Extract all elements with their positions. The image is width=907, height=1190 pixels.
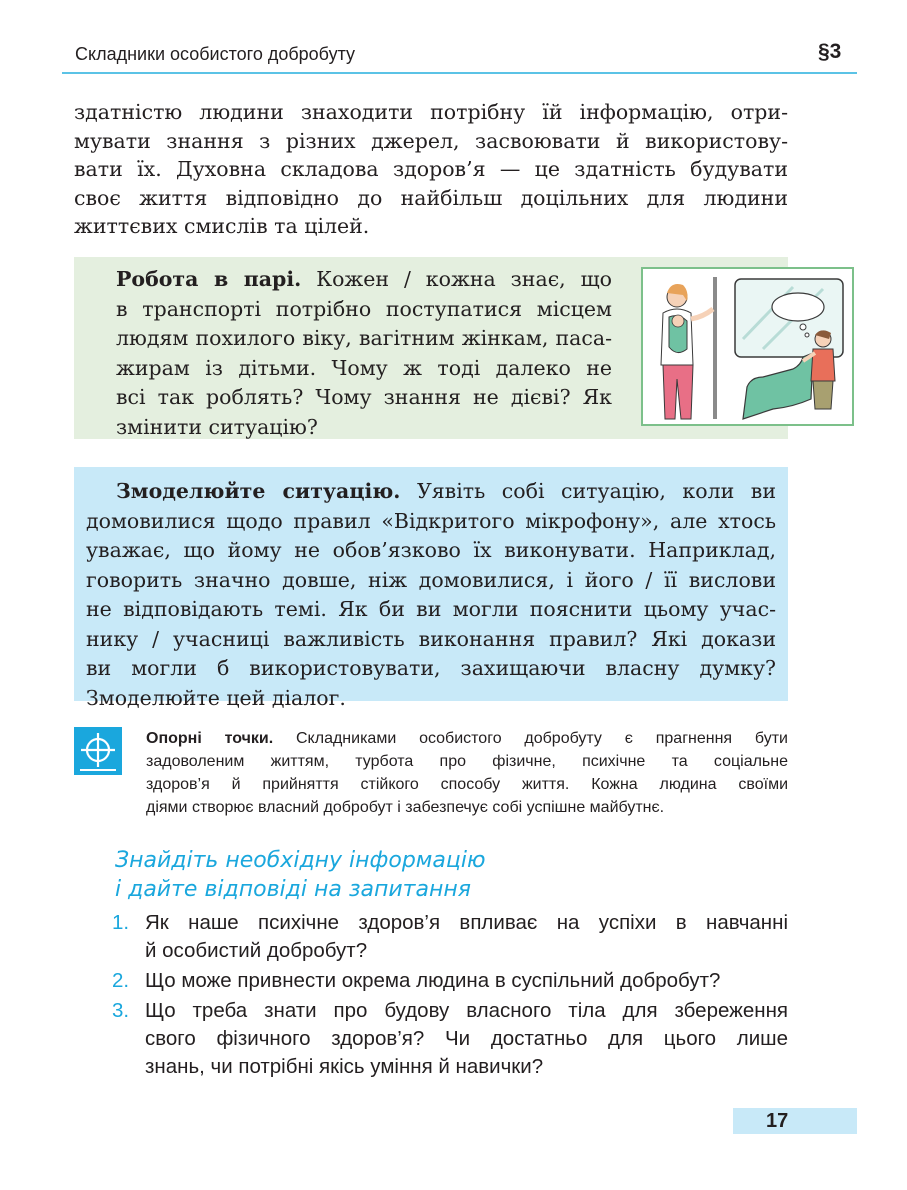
transport-illustration [641,267,854,426]
question-line: й особистий добробут? [145,939,368,962]
question-line: знань, чи потрібні якісь уміння й навички? [145,1055,544,1078]
simulate-line: уважає, що йому не обов’язково їх виконувати. Наприклад, [86,538,776,562]
question-item [112,967,788,995]
question-line: Що може привнести окрема людина в суспільний добробут? [145,969,721,992]
intro-line: своє життя відповідно до найбільш доцільних для людини [74,185,788,210]
pair-work-text [116,265,612,442]
question-number: 1. [112,911,130,934]
intro-line: життєвих смислів та цілей. [74,214,370,238]
pair-work-line: всі так роблять? Чому знання не дієві? Як [116,385,612,409]
simulate-line: говорить значно довше, ніж домовилися, і його / її вислови [86,567,776,592]
task-heading-line: і дайте відповіді на запитання [115,877,471,902]
key-points-line: Складниками особистого добробуту є прагнення бути [273,730,788,747]
key-points-text [146,727,788,819]
page-number: 17 [766,1110,789,1132]
key-points-lead: Опорні точки. [146,730,274,747]
page-number-box [733,1108,857,1134]
simulate-line: ви могли б використовувати, захищаючи власну думку? [86,656,776,680]
question-number: 2. [112,969,130,992]
pair-work-line: в транспорті потрібно поступатися місцем [116,296,612,321]
key-points-line: задоволеним життям, турбота про фізичне, психічне та соціальне [146,753,788,770]
pair-work-line: людям похилого віку, вагітним жінкам, паса- [116,326,612,350]
question-line: свого фізичного здоров’я? Чи достатньо для цього лише [145,1027,788,1050]
question-line: Що треба знати про будову власного тіла для збереження [145,999,788,1022]
simulate-line: не відповідають темі. Як би ви могли пояснити цьому учас- [86,597,776,621]
question-line: Як наше психічне здоров’я впливає на успіхи в навчанні [145,911,788,934]
running-header-title: Складники особистого добробуту [75,44,356,64]
simulate-line: нику / учасниці важливість виконання правил? Які докази [86,626,776,651]
intro-line: здатністю людини знаходити потрібну їй інформацію, отри- [74,100,788,124]
pair-work-lead: Робота в парі. [116,267,302,291]
key-points-line: діями створює власний добробут і забезпечує собі успішне майбутнє. [146,799,665,816]
intro-paragraph [74,98,788,241]
simulate-line: Змоделюйте цей діалог. [86,685,346,710]
simulate-lead: Змоделюйте ситуацію. [116,479,401,503]
section-number: §3 [818,40,842,63]
pair-work-line: жирам із дітьми. Чому ж тоді далеко не [116,355,612,380]
task-heading [115,846,485,904]
task-heading-line: Знайдіть необхідну інформацію [115,848,486,873]
target-icon [74,727,122,775]
simulate-text [86,477,776,713]
transport-scene-image [643,269,852,424]
pair-work-line: змінити ситуацію? [116,414,318,439]
header-divider [62,72,857,74]
question-number: 3. [112,999,130,1022]
simulate-line: Уявіть собі ситуацію, коли ви [400,479,776,503]
intro-line: вати їх. Духовна складова здоров’я — це здатність будувати [74,157,788,181]
simulate-line: домовилися щодо правил «Відкритого мікрофону», але хтось [86,508,776,533]
intro-line: мувати знання з різних джерел, засвоювати й використову- [74,128,788,153]
pair-work-line: Кожен / кожна знає, що [301,267,613,291]
question-item [112,997,788,1081]
key-points-line: здоров’я й прийняття стійкого способу життя. Кожна людина своїми [146,776,788,793]
question-item [112,909,788,965]
question-list [112,909,788,1083]
